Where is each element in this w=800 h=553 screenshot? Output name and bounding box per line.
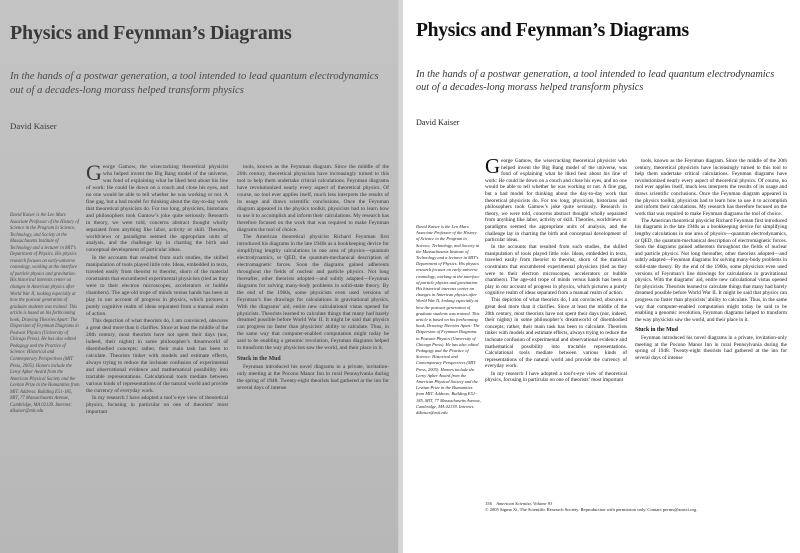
- paragraph: The American theoretical physicist Richard Feynman first introduced his diagrams in the late 1940s as a bookkeeping device for simplifying lengthy calculations in one area of physics—quantum electrodynamics, or QED, the quantum-mechanical description of electromagnetic forces. Soon the diagrams gained adherents throughout the fields of nuclear and particle physics. Not long thereafter, other theorists adopted—and subtly adapted—Feynman diagrams for solving many-body problems in solid-state theory. By the end of the 1960s, some physicists even used versions of Feynman’s line drawings for calculations in gravitational physics. With the diagrams’ aid, entire new calculational vistas opened for physicists. Theorists learned to calculate things that many had barely dreamed possible before World War II. It might be said that physics can progress no faster than physicists’ ability to calculate. Thus, in the same way that computer-enabled computation might today be said to be enabling a genomic revolution, Feynman diagrams helped to transform the way physicists saw the world, and their place in it.: [237, 234, 389, 352]
- page-title: Physics and Feynman’s Diagrams: [10, 22, 292, 44]
- text-column-2: [635, 158, 787, 492]
- paragraph: Feynman introduced his novel diagrams in a private, invitation-only meeting at the Pocono Manor Inn in rural Pennsylvania during the spring of 1948. Twenty-eight theorists had gathered at the inn for several days of intense: [635, 334, 787, 361]
- text-column-1: [485, 158, 627, 492]
- paragraph: The American theoretical physicist Richard Feynman first introduced his diagrams in the late 1940s as a bookkeeping device for simplifying lengthy calculations in one area of physics—quantum electrodynamics, or QED, the quantum-mechanical description of electromagnetic forces. Soon the diagrams gained adherents throughout the fields of nuclear and particle physics. Not long thereafter, other theorists adopted—and subtly adapted—Feynman diagrams for solving many-body problems in solid-state theory. By the end of the 1960s, some physicists even used versions of Feynman’s line drawings for calculations in gravitational physics. With the diagrams’ aid, entire new calculational vistas opened for physicists. Theorists learned to calculate things that many had barely dreamed possible before World War II. It might be said that physics can progress no faster than physicists’ ability to calculate. Thus, in the same way that computer-enabled computation might today be said to be enabling a genomic revolution, Feynman diagrams helped to transform the way physicists saw the world, and their place in it.: [635, 217, 787, 323]
- text-column-2: [237, 164, 389, 549]
- paragraph: In the accounts that resulted from such studies, the skilled manipulation of tools played little role. Ideas, embedded in texts, traveled easily from theorist to theorist, shorn of the material constraints that encumbered experimental physicists (tied as they were to their electron microscopes, accelerators or bubble chambers). The age-old trope of minds versus hands has been at play in our account of progress in physics, which pictures a purely cognitive realm of ideas separated from a manual realm of action.: [485, 244, 627, 297]
- section-heading: Stuck in the Mud: [237, 356, 281, 363]
- paragraph: tools, known as the Feynman diagram. Since the middle of the 20th century, theoretical physicists have increasingly turned to this tool to help them undertake critical calculations. Feynman diagrams have revolutionized nearly every aspect of theoretical physics. Of course, no tool ever applies itself, much less interprets the results of its usage and draws scientific conclusions. Once the Feynman diagram appeared in the physics toolkit, physicists had to learn how to use it to accomplish and inform their calculations. My research has therefore focused on the work that was required to make Feynman diagrams the tool of choice.: [237, 164, 389, 233]
- drop-cap: G: [485, 158, 501, 178]
- page-number: 156: [485, 501, 492, 506]
- article-dek: In the hands of a postwar generation, a tool intended to lead quantum electrodynamics out of a decades-long morass helped transform physics: [10, 71, 379, 96]
- paragraph: In my research I have adopted a tool’s-eye view of theoretical physics, focusing in particular on one of theorists’ most important: [86, 394, 228, 415]
- article-dek: In the hands of a postwar generation, a tool intended to lead quantum electrodynamics out of a decades-long morass helped transform physics: [416, 69, 775, 94]
- paragraph: Feynman introduced his novel diagrams in a private, invitation-only meeting at the Pocono Manor Inn in rural Pennsylvania during the spring of 1948. Twenty-eight theorists had gathered at the inn for several days of intense: [237, 364, 389, 392]
- page-title: Physics and Feynman’s Diagrams: [416, 20, 689, 41]
- paragraph: George Gamow, the wisecracking theoretical physicist who helped invent the Big Bang model of the universe, was fond of explaining what he liked best about his line of work: He could lie down on a couch and close his eyes, and no one would be able to tell whether he was working or not. A fine gag, but a bad model for thinking about the day-to-day work that theoretical physicists do. For too long, physicists, historians and philosophers took Gamow’s joke quite seriously. Research in theory, we were told, concerns abstract thought wholly separated from anything like labor, activity or skill. Theories, worldviews or paradigms seemed the appropriate units of analysis, and the challenge lay in charting the birth and conceptual development of particular ideas.: [485, 158, 627, 244]
- paragraph: In my research I have adopted a tool’s-eye view of theoretical physics, focusing in particular on one of theorists’ most important: [485, 370, 627, 384]
- section-heading: Stuck in the Mud: [635, 327, 679, 334]
- page-footer: [485, 501, 795, 512]
- author-name: David Kaiser: [416, 118, 460, 127]
- paragraph: George Gamow, the wisecracking theoretical physicist who helped invent the Big Bang model of the universe, was fond of explaining what he liked best about his line of work: He could lie down on a couch and close his eyes, and no one would be able to tell whether he was working or not. A fine gag, but a bad model for thinking about the day-to-day work that theoretical physicists do. For too long, physicists, historians and philosophers took Gamow’s joke quite seriously. Research in theory, we were told, concerns abstract thought wholly separated from anything like labor, activity or skill. Theories, worldviews or paradigms seemed the appropriate units of analysis, and the challenge lay in charting the birth and conceptual development of particular ideas.: [86, 164, 228, 254]
- journal-name: American Scientist, Volume 93: [496, 501, 553, 506]
- paragraph: This depiction of what theorists do, I am convinced, obscures a great deal more than it clarifies. Since at least the middle of the 20th century, most theorists have not spent their days (nor, indeed, their nights) in some philosopher’s dreamworld of disembodied concepts; rather, their main task has been to calculate. Theorists tinker with models and estimate effects, always trying to reduce the inchoate confusion of experimental and observational evidence and mathematical possibility into tractable representations. Calculational tools mediate between various kinds of representations of the natural world and provide the currency of everyday work.: [485, 297, 627, 370]
- paragraph: tools, known as the Feynman diagram. Since the middle of the 20th century, theoretical physicists have increasingly turned to this tool to help them undertake critical calculations. Feynman diagrams have revolutionized nearly every aspect of theoretical physics. Of course, no tool ever applies itself, much less interprets the results of its usage and draws scientific conclusions. Once the Feynman diagram appeared in the physics toolkit, physicists had to learn how to use it to accomplish and inform their calculations. My research has therefore focused on the work that was required to make Feynman diagrams the tool of choice.: [635, 158, 787, 217]
- clean-page: [403, 0, 800, 553]
- author-bio: David Kaiser is the Leo Marx Associate Professor of the History of Science in the Program in Science, Technology, and Society at the Massachusetts Institute of Technology and a lecturer in MIT’s Department of Physics. His physics research focuses on early-universe cosmology, working at the interface of particle physics and gravitation. His historical interests center on changes in American physics after World War II, looking especially at how the postwar generation of graduate students was trained. This article is based on his forthcoming book, Drawing Theories Apart: The Dispersion of Feynman Diagrams in Postwar Physics (University of Chicago Press). He has also edited Pedagogy and the Practice of Science: Historical and Contemporary Perspectives (MIT Press, 2005). Honors include the Leroy Apker Award from the American Physical Society and the Levitan Prize in the Humanities from MIT. Address: Building E51-185, MIT, 77 Massachusetts Avenue, Cambridge, MA 02139. Internet: dikaiser@mit.edu: [10, 213, 80, 415]
- drop-cap: G: [86, 164, 102, 185]
- copyright-notice: © 2005 Sigma Xi, The Scientific Research Society. Reproduction with permission only. Contact perms@amsci.org.: [485, 506, 698, 512]
- paragraph: This depiction of what theorists do, I am convinced, obscures a great deal more than it clarifies. Since at least the middle of the 20th century, most theorists have not spent their days (nor, indeed, their nights) in some philosopher’s dreamworld of disembodied concepts; rather, their main task has been to calculate. Theorists tinker with models and estimate effects, always trying to reduce the inchoate confusion of experimental and observational evidence and mathematical possibility into tractable representations. Calculational tools mediate between various kinds of representations of the natural world and provide the currency of everyday work.: [86, 317, 228, 394]
- paragraph: In the accounts that resulted from such studies, the skilled manipulation of tools played little role. Ideas, embedded in texts, traveled easily from theorist to theorist, shorn of the material constraints that encumbered experimental physicists (tied as they were to their electron microscopes, accelerators or bubble chambers). The age-old trope of minds versus hands has been at play in our account of progress in physics, which pictures a purely cognitive realm of ideas separated from a manual realm of action.: [86, 254, 228, 317]
- text-column-1: [86, 164, 228, 549]
- scanned-page: [0, 0, 398, 553]
- author-name: David Kaiser: [10, 121, 57, 131]
- author-bio: David Kaiser is the Leo Marx Associate Professor of the History of Science in the Program in Science, Technology, and Society at the Massachusetts Institute of Technology and a lecturer in MIT’s Department of Physics. His physics research focuses on early-universe cosmology, working at the interface of particle physics and gravitation. His historical interests center on changes in American physics after World War II, looking especially at how the postwar generation of graduate students was trained. This article is based on his forthcoming book, Drawing Theories Apart: The Dispersion of Feynman Diagrams in Postwar Physics (University of Chicago Press). He has also edited Pedagogy and the Practice of Science: Historical and Contemporary Perspectives (MIT Press, 2005). Honors include the Leroy Apker Award from the American Physical Society and the Levitan Prize in the Humanities from MIT. Address: Building E51-185, MIT, 77 Massachusetts Avenue, Cambridge, MA 02139. Internet: dikaiser@mit.edu: [416, 224, 481, 416]
